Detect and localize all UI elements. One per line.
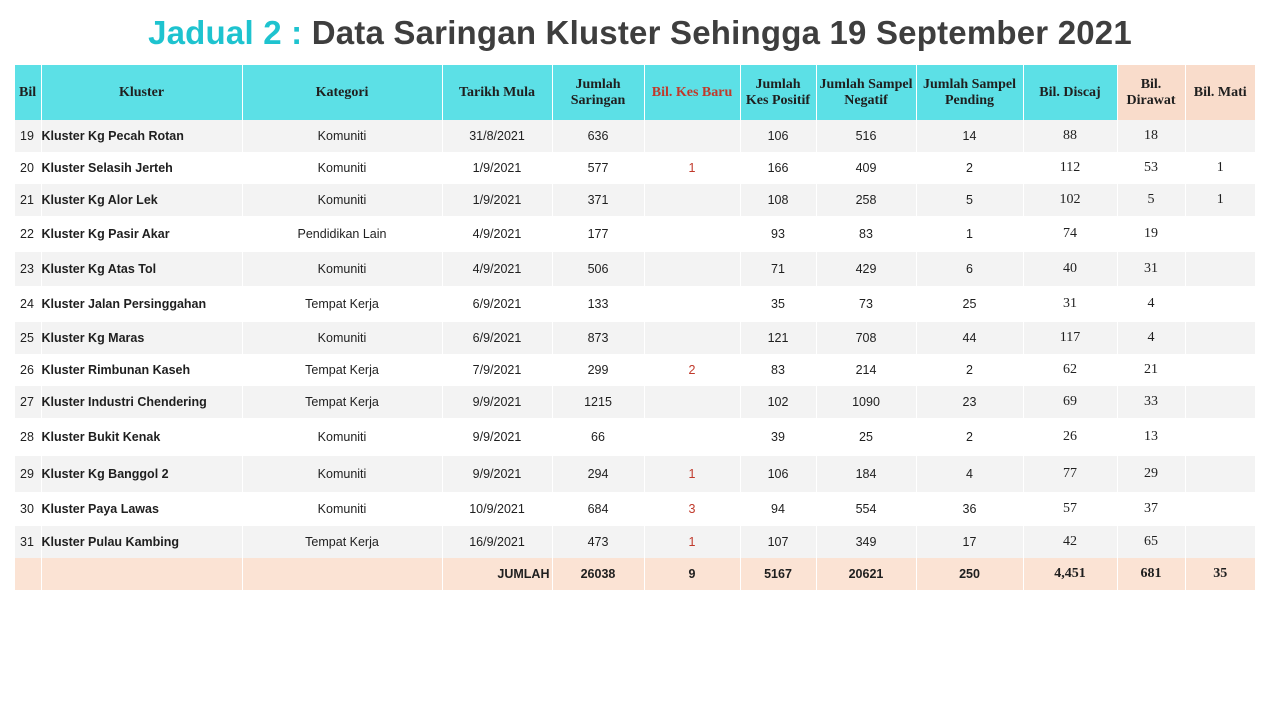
cell-kluster: Kluster Kg Alor Lek (41, 184, 242, 216)
cell-jumlah-saringan: 299 (552, 354, 644, 386)
cell-bil-dirawat: 19 (1117, 216, 1185, 252)
total-discaj: 4,451 (1023, 558, 1117, 590)
cell-tarikh-mula: 6/9/2021 (442, 322, 552, 354)
cell-bil-kes-baru: 3 (644, 492, 740, 526)
total-row (15, 558, 1255, 590)
cell-bil-mati (1185, 456, 1255, 492)
cell-kategori: Tempat Kerja (242, 354, 442, 386)
cell-jumlah-saringan: 371 (552, 184, 644, 216)
cell-jumlah-kes-positif: 93 (740, 216, 816, 252)
cell-bil-kes-baru: 1 (644, 526, 740, 558)
cell-kategori: Komuniti (242, 252, 442, 286)
table-row (15, 152, 1255, 184)
cell-bil-mati (1185, 418, 1255, 456)
cell-bil-dirawat: 53 (1117, 152, 1185, 184)
cell-jumlah-kes-positif: 106 (740, 120, 816, 152)
cell-bil: 30 (15, 492, 41, 526)
table-row (15, 184, 1255, 216)
cell-tarikh-mula: 6/9/2021 (442, 286, 552, 322)
header-jumlah-sampel-pending: Jumlah Sampel Pending (916, 65, 1023, 120)
cell-bil: 29 (15, 456, 41, 492)
header-bil-discaj: Bil. Discaj (1023, 65, 1117, 120)
cell-tarikh-mula: 1/9/2021 (442, 184, 552, 216)
cell-bil-dirawat: 37 (1117, 492, 1185, 526)
cell-jumlah-saringan: 506 (552, 252, 644, 286)
cell-bil-mati: 1 (1185, 184, 1255, 216)
cell-jumlah-kes-positif: 166 (740, 152, 816, 184)
cell-jumlah-sampel-pending: 2 (916, 152, 1023, 184)
cell-bil-dirawat: 13 (1117, 418, 1185, 456)
cell-tarikh-mula: 9/9/2021 (442, 386, 552, 418)
cell-bil-discaj: 26 (1023, 418, 1117, 456)
cell-jumlah-sampel-negatif: 409 (816, 152, 916, 184)
cell-jumlah-sampel-pending: 36 (916, 492, 1023, 526)
cell-kluster: Kluster Selasih Jerteh (41, 152, 242, 184)
cell-bil-kes-baru (644, 216, 740, 252)
table-row (15, 418, 1255, 456)
cell-jumlah-saringan: 577 (552, 152, 644, 184)
cell-kategori: Komuniti (242, 152, 442, 184)
cell-bil: 25 (15, 322, 41, 354)
cell-jumlah-saringan: 1215 (552, 386, 644, 418)
total-spacer (242, 558, 442, 590)
cell-bil: 28 (15, 418, 41, 456)
cell-tarikh-mula: 1/9/2021 (442, 152, 552, 184)
cell-kluster: Kluster Jalan Persinggahan (41, 286, 242, 322)
table-row (15, 322, 1255, 354)
cell-kategori: Komuniti (242, 492, 442, 526)
cell-jumlah-kes-positif: 83 (740, 354, 816, 386)
cell-bil-mati (1185, 286, 1255, 322)
table-row (15, 120, 1255, 152)
header-bil-kes-baru: Bil. Kes Baru (644, 65, 740, 120)
cell-tarikh-mula: 10/9/2021 (442, 492, 552, 526)
cell-bil-kes-baru (644, 120, 740, 152)
cell-bil: 21 (15, 184, 41, 216)
cell-jumlah-saringan: 66 (552, 418, 644, 456)
cell-jumlah-saringan: 177 (552, 216, 644, 252)
cell-bil-kes-baru (644, 322, 740, 354)
table-header-row (15, 65, 1255, 120)
cell-tarikh-mula: 9/9/2021 (442, 456, 552, 492)
table-row (15, 216, 1255, 252)
cell-jumlah-sampel-negatif: 708 (816, 322, 916, 354)
cell-kluster: Kluster Paya Lawas (41, 492, 242, 526)
cell-jumlah-saringan: 133 (552, 286, 644, 322)
cell-tarikh-mula: 9/9/2021 (442, 418, 552, 456)
header-jumlah-kes-positif: Jumlah Kes Positif (740, 65, 816, 120)
cell-bil-discaj: 40 (1023, 252, 1117, 286)
cell-jumlah-sampel-negatif: 554 (816, 492, 916, 526)
cell-bil-dirawat: 29 (1117, 456, 1185, 492)
cell-bil-kes-baru (644, 386, 740, 418)
table-row (15, 252, 1255, 286)
cell-bil-kes-baru (644, 286, 740, 322)
total-spacer (15, 558, 41, 590)
cell-bil: 31 (15, 526, 41, 558)
cell-bil-discaj: 112 (1023, 152, 1117, 184)
page-title (0, 14, 1280, 52)
cell-bil-mati: 1 (1185, 152, 1255, 184)
cell-jumlah-sampel-pending: 14 (916, 120, 1023, 152)
header-kategori: Kategori (242, 65, 442, 120)
cell-bil-dirawat: 21 (1117, 354, 1185, 386)
cell-bil: 19 (15, 120, 41, 152)
cell-bil-dirawat: 4 (1117, 322, 1185, 354)
table-row (15, 286, 1255, 322)
header-jumlah-sampel-negatif: Jumlah Sampel Negatif (816, 65, 916, 120)
header-kluster: Kluster (41, 65, 242, 120)
cell-bil-mati (1185, 252, 1255, 286)
cell-kluster: Kluster Kg Banggol 2 (41, 456, 242, 492)
cell-bil-discaj: 57 (1023, 492, 1117, 526)
total-spacer (41, 558, 242, 590)
title-prefix: Jadual 2 : (148, 14, 303, 51)
cell-jumlah-sampel-pending: 2 (916, 354, 1023, 386)
cell-bil-discaj: 69 (1023, 386, 1117, 418)
total-label: JUMLAH (442, 558, 552, 590)
cell-bil-dirawat: 65 (1117, 526, 1185, 558)
cell-jumlah-sampel-pending: 2 (916, 418, 1023, 456)
cell-bil-mati (1185, 322, 1255, 354)
cell-kategori: Pendidikan Lain (242, 216, 442, 252)
cell-jumlah-sampel-negatif: 83 (816, 216, 916, 252)
total-kes-baru: 9 (644, 558, 740, 590)
cell-bil-discaj: 88 (1023, 120, 1117, 152)
cell-bil-kes-baru (644, 418, 740, 456)
table-row (15, 492, 1255, 526)
cell-kluster: Kluster Kg Atas Tol (41, 252, 242, 286)
cell-bil-mati (1185, 492, 1255, 526)
cell-bil-discaj: 102 (1023, 184, 1117, 216)
cell-bil-mati (1185, 354, 1255, 386)
total-saringan: 26038 (552, 558, 644, 590)
cell-jumlah-sampel-pending: 5 (916, 184, 1023, 216)
cell-jumlah-sampel-pending: 17 (916, 526, 1023, 558)
cell-bil-kes-baru: 1 (644, 456, 740, 492)
cell-jumlah-saringan: 873 (552, 322, 644, 354)
cell-jumlah-saringan: 684 (552, 492, 644, 526)
table-body (15, 120, 1255, 558)
cell-jumlah-kes-positif: 102 (740, 386, 816, 418)
cell-jumlah-sampel-negatif: 1090 (816, 386, 916, 418)
cell-jumlah-kes-positif: 108 (740, 184, 816, 216)
cell-jumlah-sampel-pending: 4 (916, 456, 1023, 492)
cell-kategori: Komuniti (242, 322, 442, 354)
cell-jumlah-sampel-pending: 6 (916, 252, 1023, 286)
cell-jumlah-kes-positif: 39 (740, 418, 816, 456)
cell-kluster: Kluster Bukit Kenak (41, 418, 242, 456)
cell-bil: 22 (15, 216, 41, 252)
cell-bil: 26 (15, 354, 41, 386)
cell-kategori: Tempat Kerja (242, 286, 442, 322)
cell-jumlah-kes-positif: 107 (740, 526, 816, 558)
table-row (15, 386, 1255, 418)
cell-bil-mati (1185, 526, 1255, 558)
cell-bil-kes-baru: 2 (644, 354, 740, 386)
cell-bil-dirawat: 33 (1117, 386, 1185, 418)
cell-jumlah-kes-positif: 71 (740, 252, 816, 286)
cell-jumlah-sampel-negatif: 258 (816, 184, 916, 216)
cell-bil-dirawat: 31 (1117, 252, 1185, 286)
header-jumlah-saringan: Jumlah Saringan (552, 65, 644, 120)
cell-bil-kes-baru (644, 252, 740, 286)
cell-jumlah-sampel-negatif: 214 (816, 354, 916, 386)
table-row (15, 354, 1255, 386)
cell-jumlah-saringan: 636 (552, 120, 644, 152)
cell-jumlah-sampel-pending: 23 (916, 386, 1023, 418)
header-tarikh-mula: Tarikh Mula (442, 65, 552, 120)
cell-bil: 24 (15, 286, 41, 322)
cell-kluster: Kluster Kg Pecah Rotan (41, 120, 242, 152)
cell-jumlah-kes-positif: 35 (740, 286, 816, 322)
cell-jumlah-sampel-negatif: 516 (816, 120, 916, 152)
cell-tarikh-mula: 4/9/2021 (442, 216, 552, 252)
header-bil-dirawat: Bil. Dirawat (1117, 65, 1185, 120)
cell-bil-dirawat: 5 (1117, 184, 1185, 216)
cell-tarikh-mula: 7/9/2021 (442, 354, 552, 386)
cell-kategori: Komuniti (242, 184, 442, 216)
cell-kluster: Kluster Kg Pasir Akar (41, 216, 242, 252)
cell-jumlah-sampel-pending: 1 (916, 216, 1023, 252)
cell-bil-kes-baru: 1 (644, 152, 740, 184)
table-row (15, 456, 1255, 492)
cell-jumlah-sampel-negatif: 349 (816, 526, 916, 558)
cell-bil-kes-baru (644, 184, 740, 216)
cell-tarikh-mula: 16/9/2021 (442, 526, 552, 558)
header-bil: Bil (15, 65, 41, 120)
cell-jumlah-saringan: 473 (552, 526, 644, 558)
cell-kluster: Kluster Pulau Kambing (41, 526, 242, 558)
cell-tarikh-mula: 31/8/2021 (442, 120, 552, 152)
total-pending: 250 (916, 558, 1023, 590)
cell-jumlah-kes-positif: 94 (740, 492, 816, 526)
cell-kluster: Kluster Kg Maras (41, 322, 242, 354)
cell-jumlah-kes-positif: 106 (740, 456, 816, 492)
cell-kategori: Komuniti (242, 418, 442, 456)
cell-jumlah-sampel-negatif: 429 (816, 252, 916, 286)
title-main: Data Saringan Kluster Sehingga 19 September 2021 (311, 14, 1132, 51)
cell-bil-mati (1185, 120, 1255, 152)
cell-jumlah-sampel-pending: 44 (916, 322, 1023, 354)
cell-jumlah-kes-positif: 121 (740, 322, 816, 354)
cell-kluster: Kluster Rimbunan Kaseh (41, 354, 242, 386)
cell-bil: 27 (15, 386, 41, 418)
cell-kluster: Kluster Industri Chendering (41, 386, 242, 418)
total-mati: 35 (1185, 558, 1255, 590)
cell-tarikh-mula: 4/9/2021 (442, 252, 552, 286)
cell-jumlah-sampel-negatif: 184 (816, 456, 916, 492)
table-row (15, 526, 1255, 558)
cell-bil-dirawat: 4 (1117, 286, 1185, 322)
total-negatif: 20621 (816, 558, 916, 590)
cell-bil-discaj: 74 (1023, 216, 1117, 252)
cell-bil-discaj: 117 (1023, 322, 1117, 354)
cell-jumlah-sampel-negatif: 25 (816, 418, 916, 456)
cell-kategori: Tempat Kerja (242, 386, 442, 418)
cell-jumlah-saringan: 294 (552, 456, 644, 492)
cell-bil-discaj: 62 (1023, 354, 1117, 386)
cell-bil: 20 (15, 152, 41, 184)
total-positif: 5167 (740, 558, 816, 590)
header-bil-mati: Bil. Mati (1185, 65, 1255, 120)
cell-jumlah-sampel-pending: 25 (916, 286, 1023, 322)
cell-jumlah-sampel-negatif: 73 (816, 286, 916, 322)
cluster-screening-table (15, 65, 1255, 590)
cell-bil: 23 (15, 252, 41, 286)
cell-kategori: Komuniti (242, 456, 442, 492)
cell-bil-discaj: 42 (1023, 526, 1117, 558)
cell-bil-mati (1185, 216, 1255, 252)
cell-bil-discaj: 77 (1023, 456, 1117, 492)
cell-kategori: Komuniti (242, 120, 442, 152)
cell-bil-dirawat: 18 (1117, 120, 1185, 152)
cell-bil-discaj: 31 (1023, 286, 1117, 322)
cell-kategori: Tempat Kerja (242, 526, 442, 558)
cell-bil-mati (1185, 386, 1255, 418)
total-dirawat: 681 (1117, 558, 1185, 590)
